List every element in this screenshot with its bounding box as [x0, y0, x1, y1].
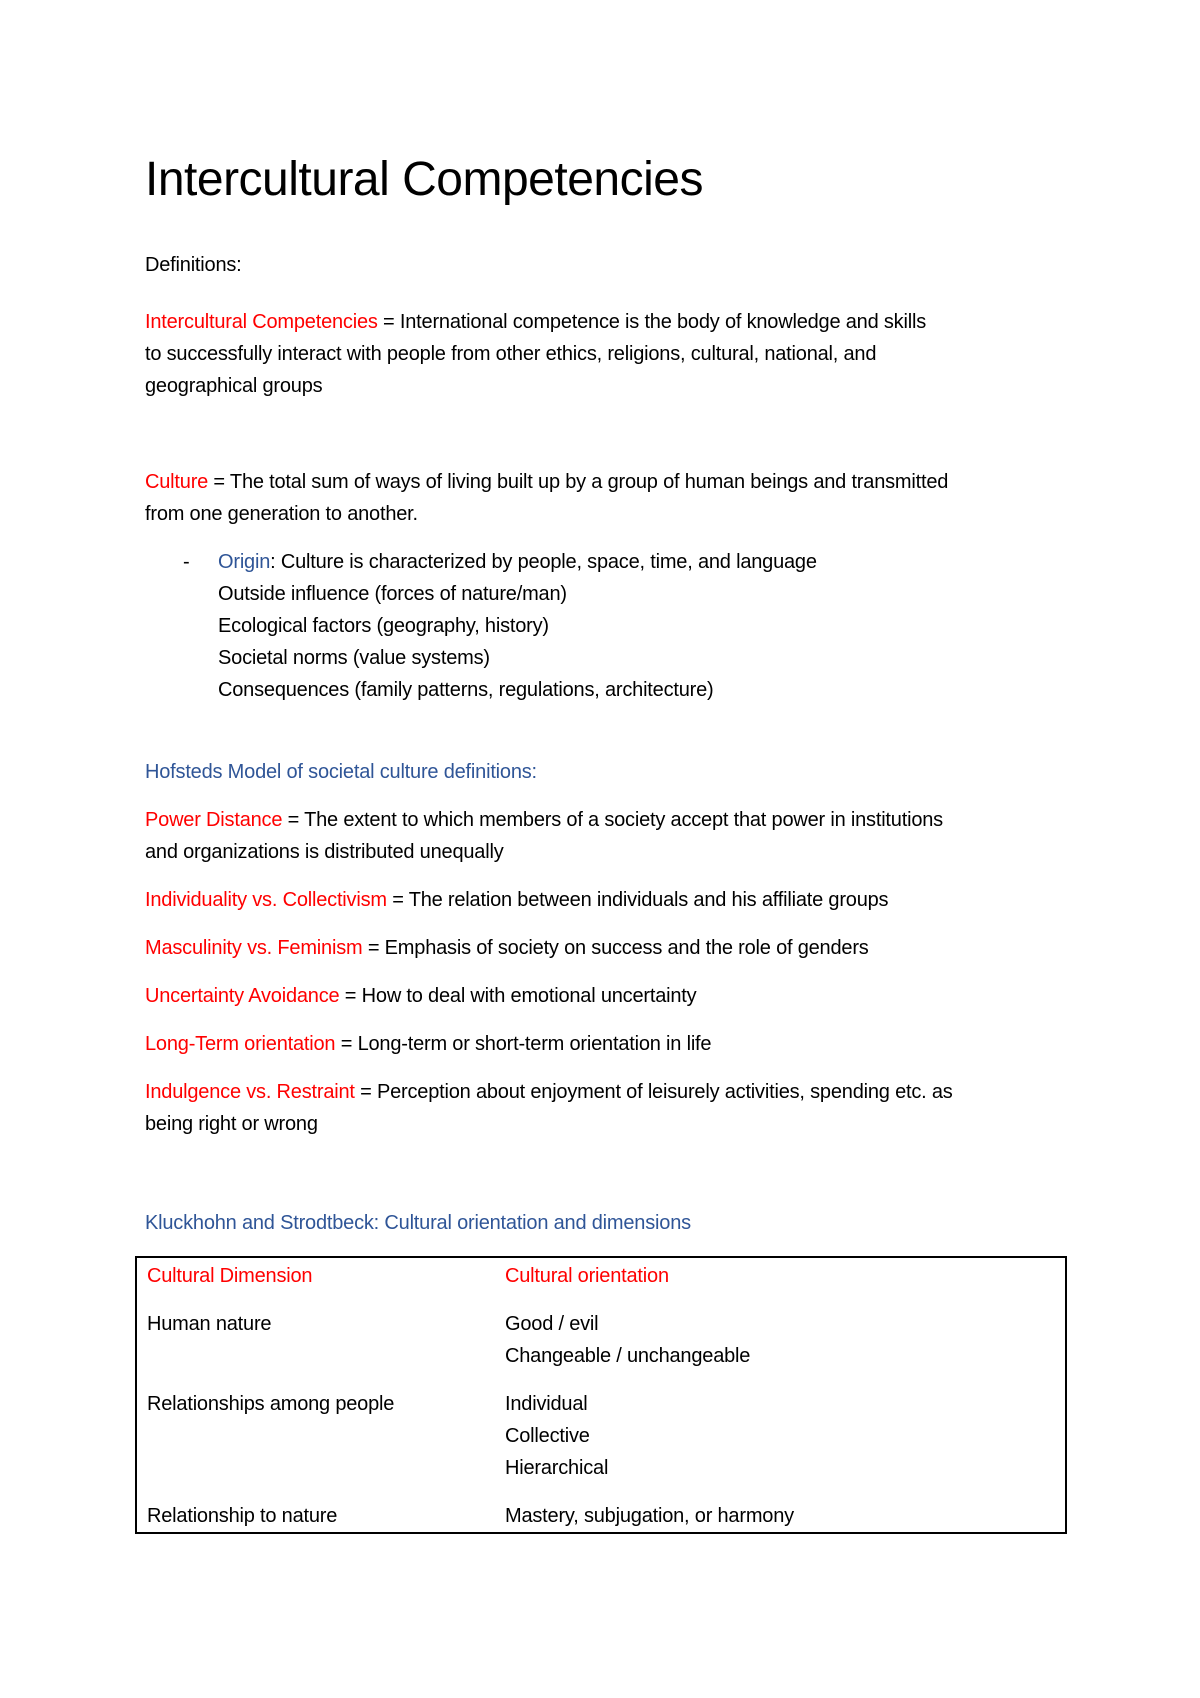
definition-term: Individuality vs. Collectivism	[145, 889, 387, 911]
definition-text: The extent to which members of a society accept that power in institutions	[304, 809, 943, 831]
table-cell-orientation	[495, 1372, 1066, 1484]
definition-power-distance	[145, 804, 1075, 868]
definition-term: Intercultural Competencies	[145, 311, 378, 333]
definition-text: being right or wrong	[145, 1113, 318, 1135]
definition-line	[145, 1076, 1075, 1108]
definition-separator: =	[282, 809, 305, 831]
page-title: Intercultural Competencies	[145, 153, 703, 206]
definition-text: Long-term or short-term orientation in life	[357, 1033, 712, 1055]
table-header-cell: Cultural orientation	[505, 1265, 669, 1287]
origin-line: Ecological factors (geography, history)	[218, 615, 549, 637]
orientation-value: Changeable / unchangeable	[505, 1345, 751, 1367]
definition-indulgence	[145, 1076, 1075, 1140]
definition-line	[145, 884, 1075, 916]
definition-term: Long-Term orientation	[145, 1033, 336, 1055]
kluckhohn-heading: Kluckhohn and Strodtbeck: Cultural orientation and dimensions	[145, 1212, 691, 1234]
origin-text: : Culture is characterized by people, space, time, and language	[270, 551, 817, 573]
cultural-dimensions-table	[135, 1256, 1067, 1534]
bullet-line	[218, 546, 1078, 578]
definition-line	[145, 804, 1075, 836]
definition-text: and organizations is distributed unequally	[145, 841, 504, 863]
orientation-value: Hierarchical	[505, 1457, 609, 1479]
definition-text: to successfully interact with people from other ethics, religions, cultural, national, and	[145, 343, 877, 365]
definition-text: from one generation to another.	[145, 503, 418, 525]
definition-term: Indulgence vs. Restraint	[145, 1081, 355, 1103]
orientation-value: Individual	[505, 1393, 588, 1415]
bullet-dash: -	[183, 551, 190, 573]
definition-term: Power Distance	[145, 809, 283, 831]
definition-separator: =	[362, 937, 385, 959]
document-page	[145, 0, 1075, 1698]
definition-text: The total sum of ways of living built up by a group of human beings and transmitted	[229, 471, 949, 493]
origin-bullet	[218, 546, 1078, 706]
definition-line	[145, 466, 1075, 498]
table-row	[136, 1372, 1066, 1484]
table-cell-orientation	[495, 1484, 1066, 1533]
definition-individuality	[145, 884, 1075, 916]
orientation-value: Mastery, subjugation, or harmony	[505, 1505, 794, 1527]
table-header-cell: Cultural Dimension	[147, 1265, 313, 1287]
definition-separator: =	[386, 889, 409, 911]
origin-line: Consequences (family patterns, regulations, architecture)	[218, 679, 714, 701]
table-cell-dimension: Relationships among people	[147, 1393, 395, 1415]
definitions-heading: Definitions:	[145, 254, 242, 276]
table-row	[136, 1484, 1066, 1533]
definition-term: Masculinity vs. Feminism	[145, 937, 363, 959]
hofsted-heading: Hofsteds Model of societal culture definitions:	[145, 761, 537, 783]
definition-masculinity	[145, 932, 1075, 964]
table-cell-orientation	[495, 1292, 1066, 1372]
orientation-value: Good / evil	[505, 1313, 599, 1335]
definition-text: Emphasis of society on success and the role of genders	[384, 937, 869, 959]
definition-line	[145, 306, 1075, 338]
definition-line	[145, 980, 1075, 1012]
orientation-value: Collective	[505, 1425, 590, 1447]
definition-line	[145, 932, 1075, 964]
definition-long-term-orientation	[145, 1028, 1075, 1060]
definition-separator: =	[354, 1081, 377, 1103]
definition-text: Perception about enjoyment of leisurely activities, spending etc. as	[376, 1081, 953, 1103]
definition-term: Culture	[145, 471, 209, 493]
definition-separator: =	[208, 471, 230, 493]
table-cell-dimension: Relationship to nature	[147, 1505, 338, 1527]
table-cell-dimension: Human nature	[147, 1313, 272, 1335]
definition-line	[145, 1028, 1075, 1060]
definition-separator: =	[339, 985, 362, 1007]
origin-line: Outside influence (forces of nature/man)	[218, 583, 567, 605]
definition-intercultural-competencies	[145, 306, 1075, 402]
definition-text: geographical groups	[145, 375, 323, 397]
definition-text: The relation between individuals and his affiliate groups	[408, 889, 889, 911]
definition-uncertainty-avoidance	[145, 980, 1075, 1012]
definition-text: How to deal with emotional uncertainty	[361, 985, 697, 1007]
origin-line: Societal norms (value systems)	[218, 647, 490, 669]
definition-culture	[145, 466, 1075, 530]
origin-term: Origin	[218, 551, 271, 573]
table-row	[136, 1292, 1066, 1372]
definition-separator: =	[335, 1033, 358, 1055]
definition-term: Uncertainty Avoidance	[145, 985, 340, 1007]
table-header-row	[136, 1257, 1066, 1292]
definition-separator: =	[377, 311, 400, 333]
definition-text: International competence is the body of knowledge and skills	[399, 311, 927, 333]
